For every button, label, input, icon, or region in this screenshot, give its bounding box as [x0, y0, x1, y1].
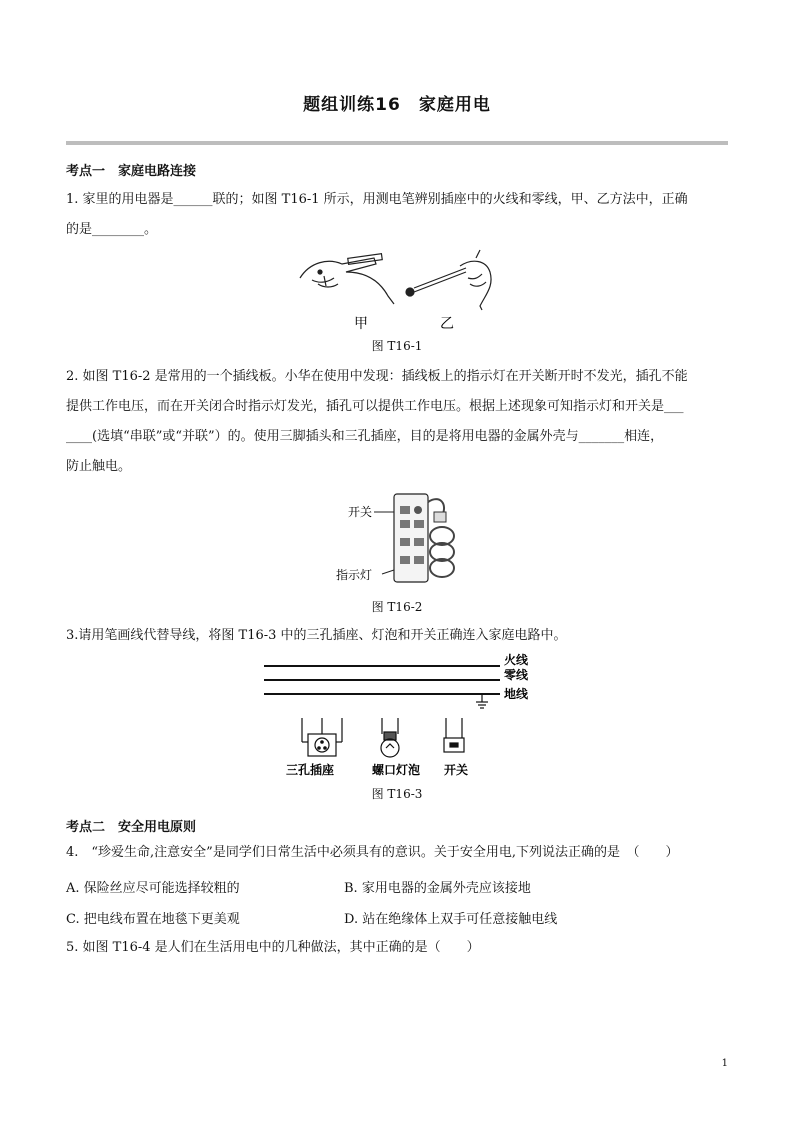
- screw-bulb: [381, 718, 399, 757]
- label-switch: 开关: [348, 505, 373, 519]
- q2-line-1: 2. 如图 T16-2 是常用的一个插线板。小华在使用中发现：插线板上的指示灯在开关断开时不发光，插孔不能: [66, 369, 688, 384]
- tester-hand-b-illustration: [406, 250, 491, 310]
- q5-text: 5. 如图 T16-4 是人们在生活用电中的几种做法，其中正确的是（ ）: [66, 940, 480, 955]
- q2-line-4: 防止触电。: [66, 459, 132, 474]
- label-socket: 三孔插座: [286, 763, 335, 777]
- label-live: 火线: [504, 653, 529, 667]
- q4-option-d: D. 站在绝缘体上双手可任意接触电线: [344, 912, 558, 927]
- page-title: 题组训练16 家庭用电: [303, 95, 491, 115]
- q4-option-c: C. 把电线布置在地毯下更美观: [66, 912, 240, 927]
- label-bulb: 螺口灯泡: [372, 763, 421, 777]
- caption-t16-3: 图 T16-3: [371, 787, 423, 801]
- power-strip-illustration: [394, 494, 454, 582]
- label-switch-3: 开关: [444, 763, 469, 777]
- label-neutral: 零线: [504, 668, 529, 682]
- switch: [444, 718, 464, 752]
- label-ground: 地线: [504, 687, 529, 701]
- q2-line-3: ____(选填“串联”或“并联”）的。使用三脚插头和三孔插座，目的是将用电器的金属外壳与_______相连，: [66, 429, 664, 444]
- tester-hand-a-illustration: [300, 254, 394, 304]
- page-number: 1: [721, 1058, 728, 1069]
- section-heading-2: 考点二 安全用电原则: [66, 820, 197, 835]
- caption-t16-1: 图 T16-1: [371, 339, 423, 353]
- caption-t16-2: 图 T16-2: [371, 600, 423, 614]
- q4-text: 4. “珍爱生命,注意安全”是同学们日常生活中必须具有的意识。关于安全用电,下列说法正确的是 （ ）: [66, 845, 679, 860]
- three-hole-socket: [302, 718, 342, 756]
- q1-line-2: 的是________。: [66, 222, 158, 237]
- q4-option-a: A. 保险丝应尽可能选择较粗的: [66, 881, 240, 896]
- figure-t16-1: [290, 248, 510, 333]
- label-indicator: 指示灯: [336, 568, 373, 582]
- q3-text: 3.请用笔画线代替导线，将图 T16-3 中的三孔插座、灯泡和开关正确连入家庭电路中。: [66, 628, 567, 643]
- q1-line-1: 1. 家里的用电器是______联的；如图 T16-1 所示，用测电笔辨别插座中的火线和零线，甲、乙方法中，正确: [66, 192, 688, 207]
- figure-t16-2: [330, 486, 470, 586]
- label-jia: 甲: [354, 316, 368, 332]
- figure-t16-3: [262, 650, 542, 780]
- q2-line-2: 提供工作电压，而在开关闭合时指示灯发光，插孔可以提供工作电压。根据上述现象可知指示灯和开关是___: [66, 399, 684, 414]
- label-yi: 乙: [440, 316, 454, 332]
- q4-option-b: B. 家用电器的金属外壳应该接地: [344, 881, 531, 896]
- title-divider: [66, 141, 728, 145]
- section-heading-1: 考点一 家庭电路连接: [66, 164, 197, 179]
- ground-symbol: [476, 694, 488, 708]
